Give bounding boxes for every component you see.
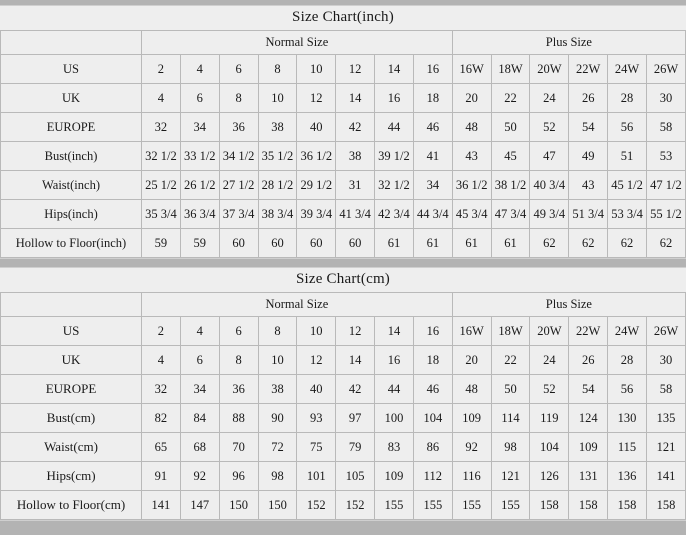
- size-chart-cm-title: Size Chart(cm): [295, 271, 391, 287]
- cell: 49: [569, 142, 608, 171]
- cell: 43: [452, 142, 491, 171]
- cell: 45: [491, 142, 530, 171]
- cell: 61: [375, 229, 414, 258]
- cell: 20W: [530, 55, 569, 84]
- cell: 16W: [452, 317, 491, 346]
- cell: 16W: [452, 55, 491, 84]
- table-group-header-row: [1, 293, 686, 317]
- cell: 46: [413, 375, 452, 404]
- row-label-hips: Hips(cm): [1, 462, 142, 491]
- cell: 8: [219, 346, 258, 375]
- group-header-plus-size: Plus Size: [452, 31, 685, 55]
- cell: 93: [297, 404, 336, 433]
- cell: 97: [336, 404, 375, 433]
- cell: 4: [142, 346, 181, 375]
- row-label-bust: Bust(inch): [1, 142, 142, 171]
- cell: 26: [569, 84, 608, 113]
- cell: 131: [569, 462, 608, 491]
- cell: 44: [375, 113, 414, 142]
- table-row-europe: [1, 113, 686, 142]
- cell: 14: [375, 55, 414, 84]
- cell: 48: [452, 375, 491, 404]
- cell: 46: [413, 113, 452, 142]
- cell: 26W: [646, 317, 685, 346]
- row-label-bust: Bust(cm): [1, 404, 142, 433]
- cell: 104: [413, 404, 452, 433]
- cell: 6: [180, 84, 219, 113]
- cell: 48: [452, 113, 491, 142]
- cell: 141: [646, 462, 685, 491]
- table-row-us: [1, 55, 686, 84]
- cell: 47 1/2: [646, 171, 685, 200]
- size-chart-inch-table: [0, 30, 686, 258]
- cell: 28: [608, 84, 647, 113]
- cell: 38 3/4: [258, 200, 297, 229]
- cell: 121: [491, 462, 530, 491]
- cell: 44: [375, 375, 414, 404]
- cell: 70: [219, 433, 258, 462]
- row-label-uk: UK: [1, 346, 142, 375]
- cell: 112: [413, 462, 452, 491]
- row-label-europe: EUROPE: [1, 375, 142, 404]
- cell: 147: [180, 491, 219, 520]
- cell: 14: [336, 84, 375, 113]
- cell: 31: [336, 171, 375, 200]
- row-label-us: US: [1, 317, 142, 346]
- cell: 16: [413, 55, 452, 84]
- cell: 150: [219, 491, 258, 520]
- cell: 158: [646, 491, 685, 520]
- group-header-normal-size: Normal Size: [142, 293, 453, 317]
- row-label-us: US: [1, 55, 142, 84]
- cell: 155: [491, 491, 530, 520]
- cell: 45 1/2: [608, 171, 647, 200]
- cell: 24: [530, 346, 569, 375]
- cell: 92: [180, 462, 219, 491]
- cell: 38: [258, 113, 297, 142]
- cell: 10: [297, 317, 336, 346]
- cell: 152: [336, 491, 375, 520]
- cell: 96: [219, 462, 258, 491]
- cell: 114: [491, 404, 530, 433]
- cell: 51: [608, 142, 647, 171]
- cell: 84: [180, 404, 219, 433]
- cell: 22: [491, 346, 530, 375]
- cell: 10: [258, 346, 297, 375]
- cell: 40: [297, 375, 336, 404]
- cell: 62: [530, 229, 569, 258]
- cell: 68: [180, 433, 219, 462]
- cell: 155: [375, 491, 414, 520]
- cell: 6: [219, 55, 258, 84]
- cell: 8: [258, 317, 297, 346]
- cell: 52: [530, 375, 569, 404]
- cell: 27 1/2: [219, 171, 258, 200]
- cell: 82: [142, 404, 181, 433]
- cell: 34: [413, 171, 452, 200]
- cell: 44 3/4: [413, 200, 452, 229]
- cell: 53: [646, 142, 685, 171]
- cell: 34 1/2: [219, 142, 258, 171]
- cell: 75: [297, 433, 336, 462]
- cell: 18W: [491, 55, 530, 84]
- cell: 109: [452, 404, 491, 433]
- cell: 26W: [646, 55, 685, 84]
- cell: 30: [646, 346, 685, 375]
- cell: 37 3/4: [219, 200, 258, 229]
- cell: 12: [336, 55, 375, 84]
- table-row-hollow-to-floor: [1, 229, 686, 258]
- table-row-europe: [1, 375, 686, 404]
- cell: 12: [297, 346, 336, 375]
- cell: 43: [569, 171, 608, 200]
- cell: 56: [608, 113, 647, 142]
- cell: 92: [452, 433, 491, 462]
- size-chart-cm-table: [0, 292, 686, 520]
- cell: 104: [530, 433, 569, 462]
- cell: 62: [569, 229, 608, 258]
- cell: 126: [530, 462, 569, 491]
- cell: 20W: [530, 317, 569, 346]
- cell: 58: [646, 375, 685, 404]
- cell: 24W: [608, 317, 647, 346]
- cell: 25 1/2: [142, 171, 181, 200]
- cell: 38: [336, 142, 375, 171]
- cell: 136: [608, 462, 647, 491]
- cell: 79: [336, 433, 375, 462]
- table-row-hips: [1, 462, 686, 491]
- cell: 86: [413, 433, 452, 462]
- cell: 109: [375, 462, 414, 491]
- cell: 54: [569, 113, 608, 142]
- cell: 32 1/2: [142, 142, 181, 171]
- cell: 24W: [608, 55, 647, 84]
- cell: 6: [180, 346, 219, 375]
- cell: 36: [219, 375, 258, 404]
- cell: 121: [646, 433, 685, 462]
- cell: 47 3/4: [491, 200, 530, 229]
- cell: 20: [452, 346, 491, 375]
- cell: 38 1/2: [491, 171, 530, 200]
- cell: 90: [258, 404, 297, 433]
- cell: 6: [219, 317, 258, 346]
- cell: 16: [375, 84, 414, 113]
- cell: 32 1/2: [375, 171, 414, 200]
- cell: 14: [375, 317, 414, 346]
- cell: 58: [646, 113, 685, 142]
- table-row-hollow-to-floor: [1, 491, 686, 520]
- cell: 62: [646, 229, 685, 258]
- cell: 24: [530, 84, 569, 113]
- cell: 38: [258, 375, 297, 404]
- table-row-bust: [1, 142, 686, 171]
- cell: 39 1/2: [375, 142, 414, 171]
- cell: 32: [142, 375, 181, 404]
- cell: 12: [297, 84, 336, 113]
- cell: 41 3/4: [336, 200, 375, 229]
- cell: 158: [569, 491, 608, 520]
- group-header-corner: [1, 293, 142, 317]
- cell: 10: [297, 55, 336, 84]
- cell: 60: [297, 229, 336, 258]
- cell: 12: [336, 317, 375, 346]
- cell: 22: [491, 84, 530, 113]
- cell: 88: [219, 404, 258, 433]
- cell: 35 1/2: [258, 142, 297, 171]
- cell: 150: [258, 491, 297, 520]
- cell: 30: [646, 84, 685, 113]
- cell: 4: [142, 84, 181, 113]
- cell: 22W: [569, 55, 608, 84]
- cell: 28: [608, 346, 647, 375]
- cell: 36 1/2: [297, 142, 336, 171]
- cell: 40: [297, 113, 336, 142]
- cell: 60: [336, 229, 375, 258]
- row-label-europe: EUROPE: [1, 113, 142, 142]
- cell: 47: [530, 142, 569, 171]
- cell: 40 3/4: [530, 171, 569, 200]
- cell: 45 3/4: [452, 200, 491, 229]
- cell: 8: [258, 55, 297, 84]
- table-group-header-row: [1, 31, 686, 55]
- table-row-waist: [1, 171, 686, 200]
- cell: 60: [219, 229, 258, 258]
- cell: 59: [142, 229, 181, 258]
- cell: 135: [646, 404, 685, 433]
- cell: 54: [569, 375, 608, 404]
- cell: 65: [142, 433, 181, 462]
- cell: 2: [142, 317, 181, 346]
- cell: 59: [180, 229, 219, 258]
- cell: 158: [608, 491, 647, 520]
- table-row-hips: [1, 200, 686, 229]
- cell: 36: [219, 113, 258, 142]
- table-row-waist: [1, 433, 686, 462]
- cell: 34: [180, 375, 219, 404]
- cell: 26 1/2: [180, 171, 219, 200]
- cell: 60: [258, 229, 297, 258]
- size-chart-inch-title: Size Chart(inch): [292, 9, 394, 25]
- group-header-plus-size: Plus Size: [452, 293, 685, 317]
- table-row-uk: [1, 84, 686, 113]
- cell: 53 3/4: [608, 200, 647, 229]
- table-row-bust: [1, 404, 686, 433]
- cell: 49 3/4: [530, 200, 569, 229]
- cell: 105: [336, 462, 375, 491]
- cell: 50: [491, 375, 530, 404]
- size-chart-cm-block: [0, 267, 686, 521]
- cell: 26: [569, 346, 608, 375]
- cell: 72: [258, 433, 297, 462]
- cell: 20: [452, 84, 491, 113]
- cell: 39 3/4: [297, 200, 336, 229]
- cell: 124: [569, 404, 608, 433]
- cell: 4: [180, 317, 219, 346]
- row-label-hips: Hips(inch): [1, 200, 142, 229]
- cell: 18W: [491, 317, 530, 346]
- row-label-waist: Waist(cm): [1, 433, 142, 462]
- cell: 115: [608, 433, 647, 462]
- cell: 119: [530, 404, 569, 433]
- cell: 42: [336, 375, 375, 404]
- cell: 16: [375, 346, 414, 375]
- cell: 83: [375, 433, 414, 462]
- cell: 28 1/2: [258, 171, 297, 200]
- cell: 100: [375, 404, 414, 433]
- cell: 101: [297, 462, 336, 491]
- cell: 36 1/2: [452, 171, 491, 200]
- cell: 61: [413, 229, 452, 258]
- cell: 155: [452, 491, 491, 520]
- cell: 50: [491, 113, 530, 142]
- cell: 141: [142, 491, 181, 520]
- size-chart-inch-block: [0, 5, 686, 259]
- cell: 51 3/4: [569, 200, 608, 229]
- cell: 10: [258, 84, 297, 113]
- cell: 16: [413, 317, 452, 346]
- cell: 116: [452, 462, 491, 491]
- cell: 18: [413, 84, 452, 113]
- row-label-uk: UK: [1, 84, 142, 113]
- cell: 22W: [569, 317, 608, 346]
- row-label-waist: Waist(inch): [1, 171, 142, 200]
- cell: 35 3/4: [142, 200, 181, 229]
- cell: 62: [608, 229, 647, 258]
- table-row-us: [1, 317, 686, 346]
- cell: 155: [413, 491, 452, 520]
- cell: 14: [336, 346, 375, 375]
- row-label-hollow-to-floor: Hollow to Floor(cm): [1, 491, 142, 520]
- cell: 152: [297, 491, 336, 520]
- cell: 55 1/2: [646, 200, 685, 229]
- cell: 36 3/4: [180, 200, 219, 229]
- cell: 61: [452, 229, 491, 258]
- cell: 33 1/2: [180, 142, 219, 171]
- cell: 130: [608, 404, 647, 433]
- cell: 42 3/4: [375, 200, 414, 229]
- cell: 61: [491, 229, 530, 258]
- cell: 42: [336, 113, 375, 142]
- cell: 41: [413, 142, 452, 171]
- cell: 8: [219, 84, 258, 113]
- cell: 158: [530, 491, 569, 520]
- cell: 29 1/2: [297, 171, 336, 200]
- cell: 34: [180, 113, 219, 142]
- group-header-normal-size: Normal Size: [142, 31, 453, 55]
- cell: 18: [413, 346, 452, 375]
- table-row-uk: [1, 346, 686, 375]
- cell: 52: [530, 113, 569, 142]
- cell: 98: [491, 433, 530, 462]
- cell: 56: [608, 375, 647, 404]
- cell: 91: [142, 462, 181, 491]
- cell: 4: [180, 55, 219, 84]
- row-label-hollow-to-floor: Hollow to Floor(inch): [1, 229, 142, 258]
- cell: 2: [142, 55, 181, 84]
- cell: 109: [569, 433, 608, 462]
- cell: 32: [142, 113, 181, 142]
- group-header-corner: [1, 31, 142, 55]
- cell: 98: [258, 462, 297, 491]
